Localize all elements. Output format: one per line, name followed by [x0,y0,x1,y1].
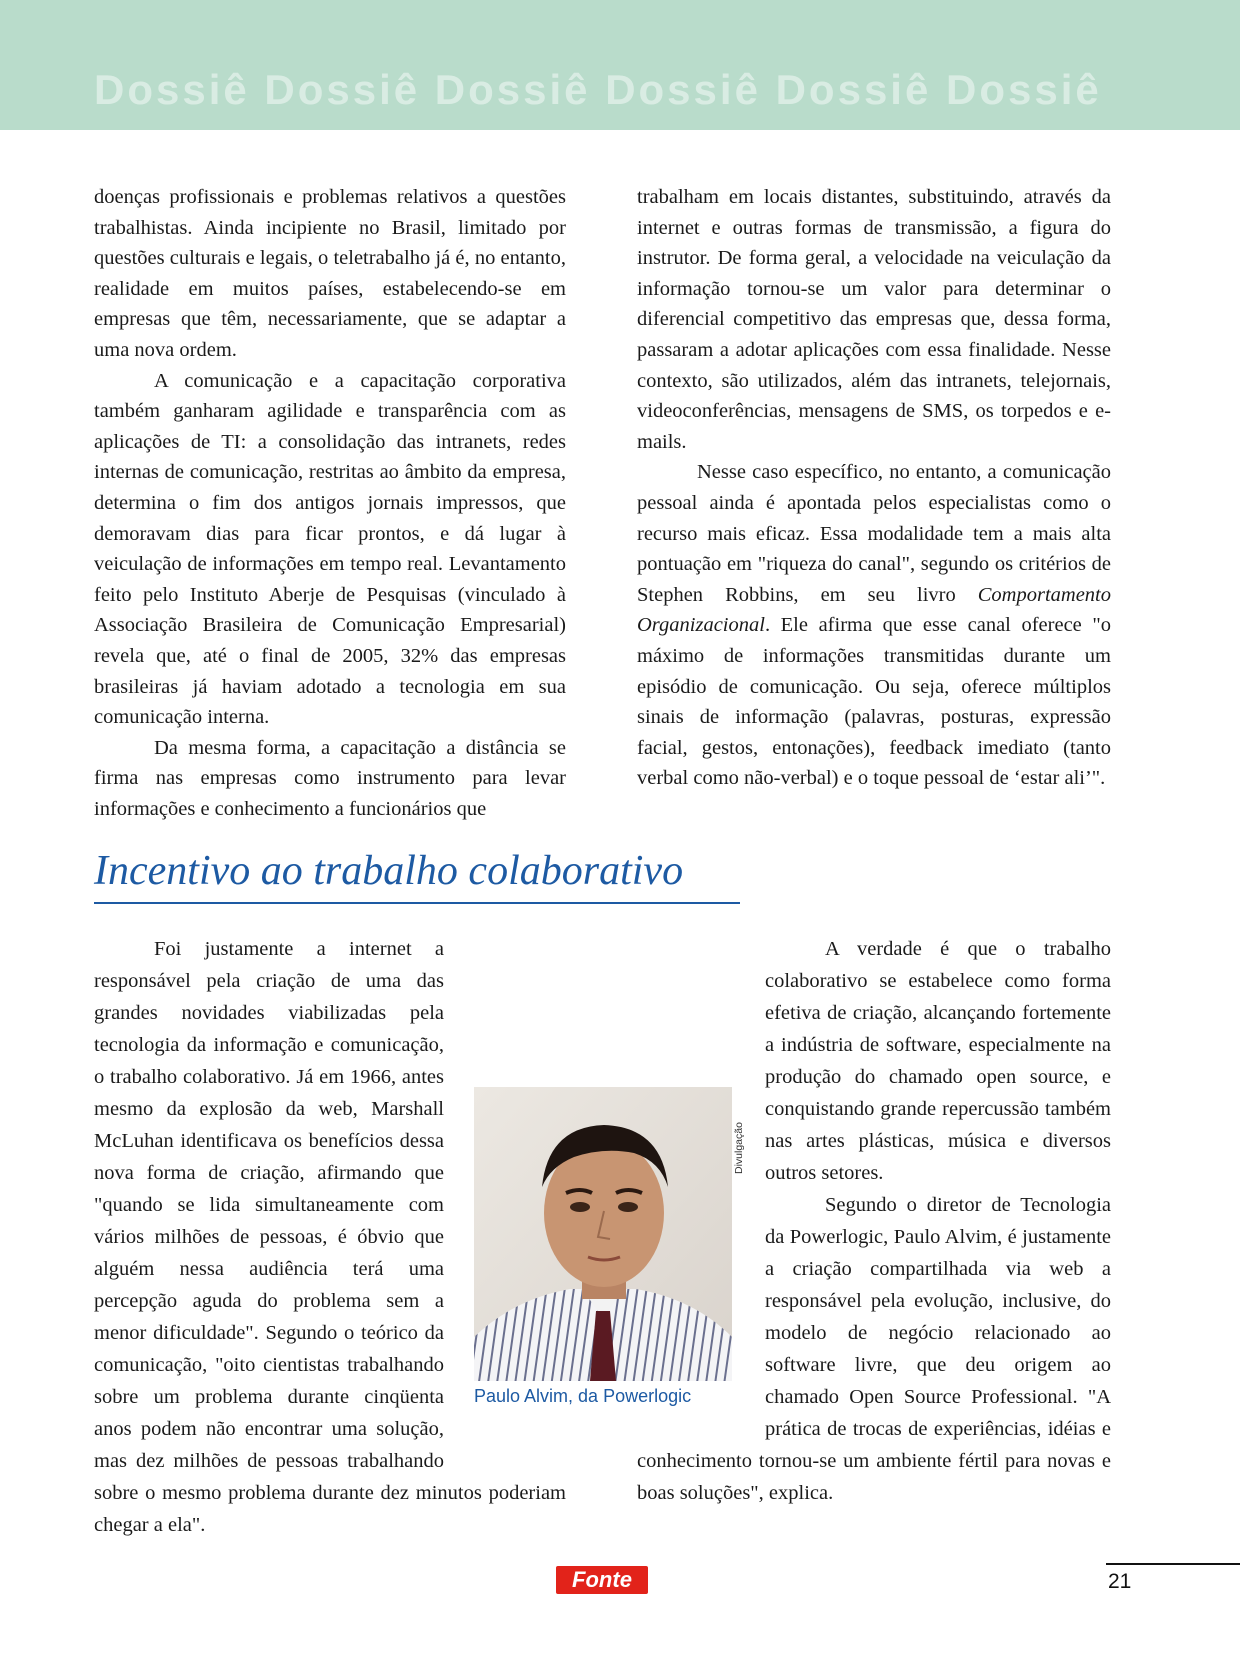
paragraph: trabalham em locais distantes, substituindo, através da internet e outras formas de transmissão, a figura do instrutor. De forma geral, a velocidade na veiculação da informação tornou-se um valor para determinar o diferencial competitivo das empresas que, dessa forma, passaram a adotar aplicações com essa finalidade. Nesse contexto, são utilizados, além das intranets, telejornais, videoconferências, mensagens de SMS, os torpedos e e-mails. [637,186,1111,453]
photo-caption: Paulo Alvim, da Powerlogic [474,1386,692,1406]
portrait-photo [474,1087,732,1381]
section-heading: Incentivo ao trabalho colaborativo [94,846,740,904]
paragraph [637,457,1111,794]
magazine-logo [556,1566,648,1594]
paragraph: Segundo o diretor de Tecnologia da Powerlogic, Paulo Alvim, é justamente a criação compartilhada via web a responsável pela evolução, inclusive, do modelo de negócio relacionado ao software livre, que deu origem ao chamado Open Source Professional. "A prática de trocas de experiências, idéias e conhecimento tornou-se um ambiente fértil para novas e boas soluções", explica. [637,1194,1111,1504]
page-number: 21 [1108,1570,1132,1593]
magazine-logo-text: Fonte [572,1567,632,1592]
photo-credit-text: Divulgação [733,1122,745,1174]
banner-title: Dossiê Dossiê Dossiê Dossiê Dossiê Dossiê [94,66,1102,113]
paragraph-text: Nesse caso específico, no entanto, a comunicação pessoal ainda é apontada pelos especialistas como o recurso mais eficaz. Essa modalidade tem a mais alta pontuação em "riqueza do canal", segundo os critérios de Stephen Robbins, em seu livro [637,461,1111,606]
paragraph: Foi justamente a internet a responsável pela criação de uma das grandes novidades viabilizadas pela tecnologia da informação e comunicação, o trabalho colaborativo. Já em 1966, antes mesmo da explosão da web, Marshall McLuhan identificava os benefícios dessa nova forma de criação, afirmando que "quando se lida simultaneamente com vários milhões de pessoas, é óbvio que alguém nessa audiência terá uma percepção aguda do problema sem a menor dificuldade". Segundo o teórico da comunicação, "oito cientistas trabalhando sobre um problema durante cinqüenta anos podem não encontrar uma solução, mas dez milhões de pessoas trabalhando sobre o mesmo problema durante dez minutos poderiam chegar a ela". [94,938,566,1536]
portrait-illustration [474,1087,732,1381]
paragraph: doenças profissionais e problemas relativos a questões trabalhistas. Ainda incipiente no Brasil, limitado por questões culturais e legais, o teletrabalho já é, no entanto, realidade em muitos países, estabelecendo-se em empresas que têm, necessariamente, que se adaptar a uma nova ordem. [94,186,566,361]
paragraph: A verdade é que o trabalho colaborativo se estabelece como forma efetiva de criação, alcançando fortemente a indústria de software, especialmente na produção do chamado open source, e conquistando grande repercussão também nas artes plásticas, música e diversos outros setores. [765,938,1111,1184]
paragraph: Da mesma forma, a capacitação a distância se firma nas empresas como instrumento para levar informações e conhecimento a funcionários que [94,736,566,820]
page-number-rule [1106,1563,1240,1565]
paragraph: A comunicação e a capacitação corporativa também ganharam agilidade e transparência com as aplicações de TI: a consolidação das intranets, redes internas de comunicação, restritas ao âmbito da empresa, determina o fim dos antigos jornais impressos, que demoravam dias para ficar prontos, e dá lugar à veiculação de informações em tempo real. Levantamento feito pelo Instituto Aberje de Pesquisas (vinculado à Associação Brasileira de Comunicação Empresarial) revela que, até o final de 2005, 32% das empresas brasileiras já haviam adotado a tecnologia em sua comunicação interna. [94,369,566,729]
section-banner [0,0,1240,130]
book-title: Comportamento Organizacional [637,583,1111,637]
paragraph-text: . Ele afirma que esse canal oferece "o máximo de informações transmitidas durante um episódio de comunicação. Ou seja, oferece múltiplos sinais de informação (palavras, posturas, expressão facial, gestos, entonações), feedback imediato (tanto verbal como não-verbal) e o toque pessoal de ‘estar ali’". [637,614,1111,790]
photo-credit [733,1084,753,1184]
article-column-right [637,182,1111,794]
article-column-left [94,182,566,824]
